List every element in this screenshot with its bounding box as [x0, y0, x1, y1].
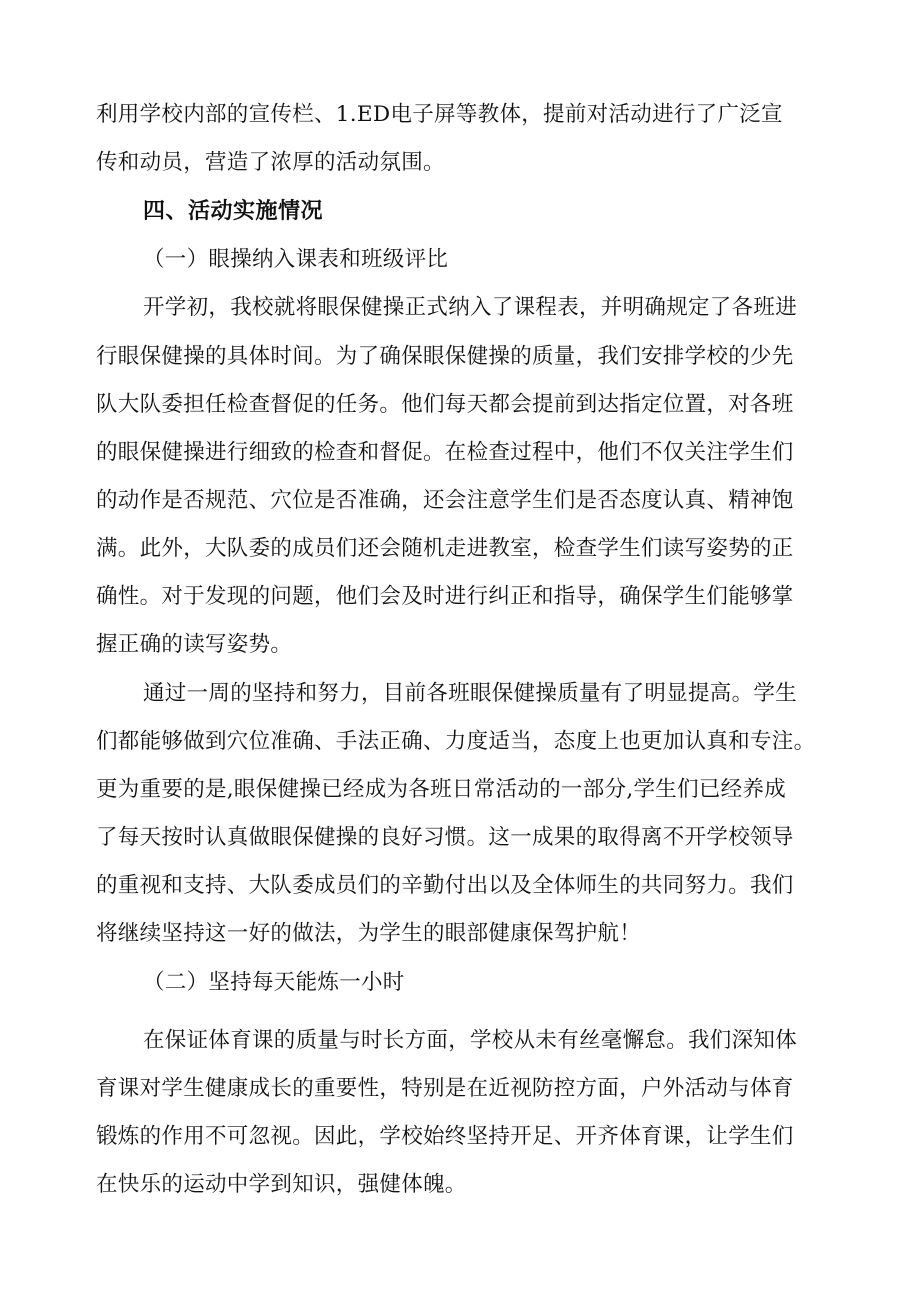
- paragraph-line: 更为重要的是,眼保健操已经成为各班日常活动的一部分,学生们已经养成: [96, 777, 787, 802]
- paragraph-line: 将继续坚持这一好的做法，为学生的眼部健康保驾护航！: [96, 921, 642, 946]
- subsection-heading: （一）眼操纳入课表和班级评比: [143, 247, 449, 272]
- paragraph-line: 锻炼的作用不可忽视。因此，学校始终坚持开足、开齐体育课，让学生们: [96, 1124, 794, 1149]
- paragraph-line: 育课对学生健康成长的重要性，特别是在近视防控方面，户外活动与体育: [96, 1076, 794, 1101]
- paragraph-line: 了每天按时认真做眼保健操的良好习惯。这一成果的取得离不开学校领导: [96, 825, 794, 850]
- paragraph-line: 确性。对于发现的问题，他们会及时进行纠正和指导，确保学生们能够掌: [96, 584, 794, 609]
- paragraph-line: 传和动员，营造了浓厚的活动氛围。: [96, 150, 445, 175]
- paragraph-line: 满。此外，大队委的成员们还会随机走进教室，检查学生们读写姿势的正: [96, 536, 794, 561]
- subsection-heading: （二）坚持每天能炼一小时: [143, 970, 405, 995]
- paragraph-line: 握正确的读写姿势。: [96, 632, 293, 657]
- section-heading: 四、活动实施情况: [143, 199, 324, 224]
- paragraph-line: 们都能够做到穴位准确、手法正确、力度适当，态度上也更加认真和专注。: [96, 729, 816, 754]
- paragraph-line: 开学初，我校就将眼保健操正式纳入了课程表，并明确规定了各班进: [143, 295, 798, 320]
- paragraph-line: 在快乐的运动中学到知识，强健体魄。: [96, 1172, 467, 1197]
- paragraph-line: 行眼保健操的具体时间。为了确保眼保健操的质量，我们安排学校的少先: [96, 344, 794, 369]
- paragraph-line: 在保证体育课的质量与时长方面，学校从未有丝毫懈怠。我们深知体: [143, 1028, 798, 1053]
- paragraph-line: 的眼保健操进行细致的检查和督促。在检查过程中，他们不仅关注学生们: [96, 440, 794, 465]
- paragraph-line: 队大队委担任检查督促的任务。他们每天都会提前到达指定位置，对各班: [96, 392, 794, 417]
- paragraph-line: 利用学校内部的宣传栏、1.ED电子屏等教体，提前对活动进行了广泛宣: [96, 102, 783, 127]
- paragraph-line: 的动作是否规范、穴位是否准确，还会注意学生们是否态度认真、精神饱: [96, 488, 794, 513]
- paragraph-line: 的重视和支持、大队委成员们的辛勤付出以及全体师生的共同努力。我们: [96, 873, 794, 898]
- paragraph-line: 通过一周的坚持和努力，目前各班眼保健操质量有了明显提高。学生: [143, 681, 798, 706]
